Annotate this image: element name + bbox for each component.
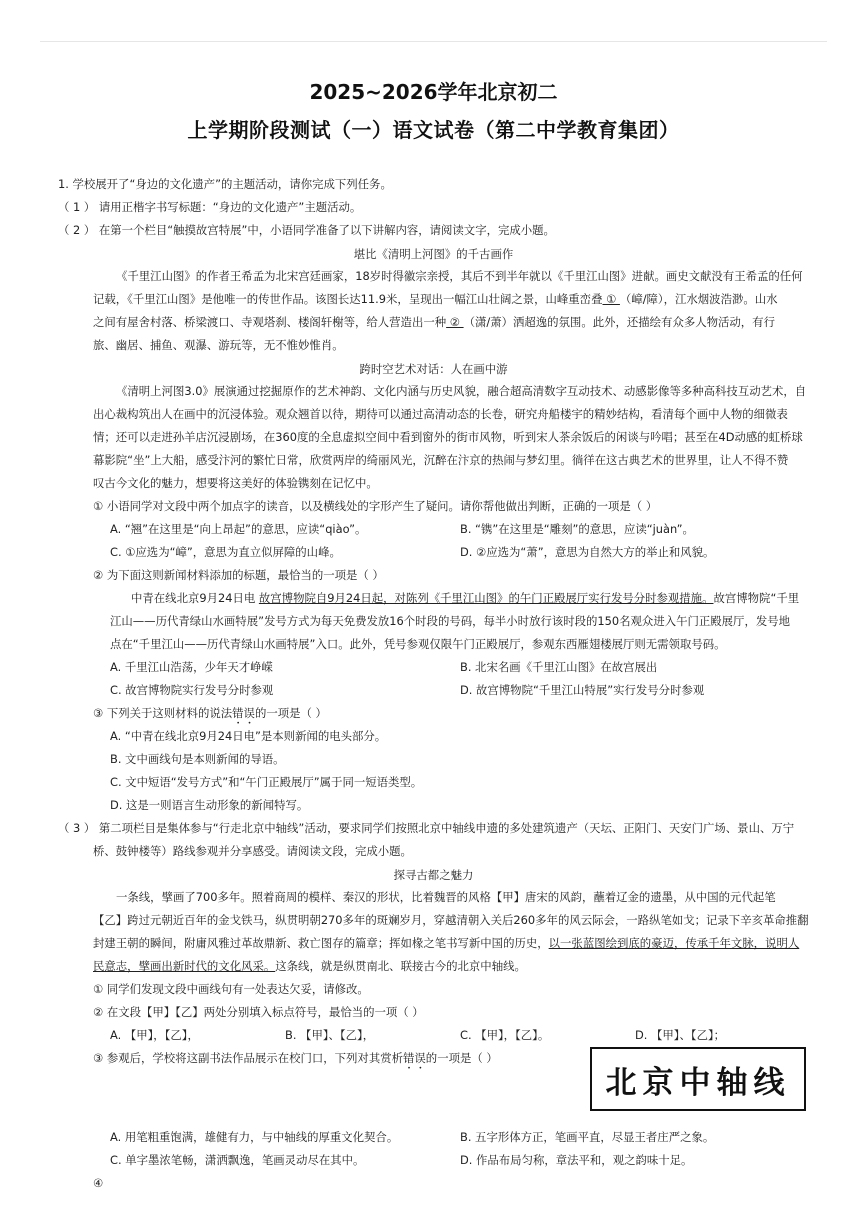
passage-heading-3: 探寻古都之魅力 xyxy=(393,868,474,882)
subquestion-3-stem: ③ 下列关于这则材料的说法错误的一项是（ ） xyxy=(93,706,327,720)
passage1-line: 之间有屋舍村落、桥梁渡口、寺观塔刹、楼阁轩榭等，给人营造出一种 ② （潇/萧）洒超逸的氛围。此外，还描绘有众多人物活动，有行 xyxy=(93,315,775,329)
calligraphy-artwork: 北京中轴线 xyxy=(590,1047,806,1111)
option-a: A. 千里江山浩荡，少年天才峥嵘 xyxy=(110,660,273,674)
option-b: B. “镌”在这里是“雕刻”的意思，应读“juàn”。 xyxy=(460,522,694,536)
exam-title-line2: 上学期阶段测试（一）语文试卷（第二中学教育集团） xyxy=(187,118,680,142)
passage3-line: 封建王朝的瞬间，附庸风雅过革故鼎新、救亡图存的篇章；挥如椽之笔书写新中国的历史，以一张蓝图绘到底的豪迈，传承千年文脉，说明人 xyxy=(93,936,800,950)
subquestion-6-stem: ③ 参观后，学校将这副书法作品展示在校门口，下列对其赏析错误的一项是（ ） xyxy=(93,1051,498,1065)
option-b: B. 【甲】、【乙】， xyxy=(285,1028,375,1042)
option-b: B. 文中画线句是本则新闻的导语。 xyxy=(110,752,285,766)
subquestion-5-stem: ② 在文段【甲】【乙】两处分别填入标点符号，最恰当的一项（ ） xyxy=(93,1005,424,1019)
option-d: D. 作品布局匀称，章法平和，观之韵味十足。 xyxy=(460,1153,693,1167)
passage3-line: 民意志，擘画出新时代的文化风采。这条线，就是纵贯南北、联接古今的北京中轴线。 xyxy=(93,959,526,973)
passage2-line: 情；还可以走进孙羊店沉浸剧场，在360度的全息虚拟空间中看到窗外的街市风物，听到宋人茶余饭后的闲谈与吟唱；甚至在4D动感的虹桥球 xyxy=(93,430,803,444)
passage-heading-1: 堪比《清明上河图》的千古画作 xyxy=(353,247,514,261)
option-c: C. 【甲】，【乙】。 xyxy=(460,1028,550,1042)
subquestion-1-stem: ① 小语同学对文段中两个加点字的读音，以及横线处的字形产生了疑问。请你帮他做出判断，正确的一项是（ ） xyxy=(93,499,658,513)
option-d: D. 这是一则语言生动形象的新闻特写。 xyxy=(110,798,309,812)
option-d: D. 【甲】、【乙】； xyxy=(635,1028,726,1042)
part-2: （ 2 ） 在第一个栏目“触摸故宫特展”中，小语同学准备了以下讲解内容，请阅读文字，完成小题。 xyxy=(58,223,555,237)
subquestion-2-stem: ② 为下面这则新闻材料添加的标题，最恰当的一项是（ ） xyxy=(93,568,384,582)
part-3: （ 3 ） 第二项栏目是集体参与“行走北京中轴线”活动，要求同学们按照北京中轴线申遗的多处建筑遗产（天坛、正阳门、天安门广场、景山、万宁 xyxy=(58,821,795,835)
passage3-line: 【乙】跨过元朝近百年的金戈铁马，纵贯明朝270多年的斑斓岁月，穿越清朝入关后260多年的风云际会，一路纵笔如戈；记录下辛亥革命推翻 xyxy=(93,913,809,927)
option-d: D. ②应选为“萧”，意思为自然大方的举止和风貌。 xyxy=(460,545,715,559)
passage1-line: 旅、幽居、捕鱼、观瀑、游玩等，无不惟妙惟肖。 xyxy=(93,338,344,352)
option-b: B. 北宋名画《千里江山图》在故宫展出 xyxy=(460,660,658,674)
passage2-line: 幕影院“坐”上大船，感受汴河的繁忙日常，欣赏两岸的绮丽风光，沉醉在汴京的热闹与梦幻里。徜徉在这古典艺术的世界里，让人不得不赞 xyxy=(93,453,789,467)
blank-1: ① xyxy=(602,292,620,306)
subquestion-7-marker: ④ xyxy=(93,1176,104,1190)
option-b: B. 五字形体方正，笔画平直，尽显王者庄严之象。 xyxy=(460,1130,715,1144)
top-divider xyxy=(40,41,827,42)
underlined-sentence: 以一张蓝图绘到底的豪迈，传承千年文脉，说明人 xyxy=(548,936,800,950)
option-a: A. “翘”在这里是“向上昂起”的意思，应读“qiào”。 xyxy=(110,522,367,536)
option-c: C. 文中短语“发号方式”和“午门正殿展厅”属于同一短语类型。 xyxy=(110,775,423,789)
passage2-line: 出心裁构筑出人在画中的沉浸体验。观众翘首以待，期待可以通过高清动态的长卷，研究舟船楼宇的精妙结构，看清每个画中人物的细微表 xyxy=(93,407,788,421)
exam-title-line1: 2025~2026学年北京初二 xyxy=(309,80,558,104)
passage3-line: 一条线，擘画了700多年。照着商周的模样、秦汉的形状，比着魏晋的风格【甲】唐宋的风韵，蘸着辽金的遗墨，从中国的元代起笔 xyxy=(116,890,776,904)
option-c: C. 单字墨浓笔畅，潇洒飘逸，笔画灵动尽在其中。 xyxy=(110,1153,365,1167)
part-1: （ 1 ） 请用正楷字书写标题：“身边的文化遗产”主题活动。 xyxy=(58,200,362,214)
option-a: A. 【甲】，【乙】， xyxy=(110,1028,199,1042)
option-a: A. “中青在线北京9月24日电”是本则新闻的电头部分。 xyxy=(110,729,387,743)
underlined-lead-sentence: 故宫博物院自9月24日起，对陈列《千里江山图》的午门正殿展厅实行发号分时参观措施。 xyxy=(258,591,714,605)
underlined-sentence: 民意志，擘画出新时代的文化风采。 xyxy=(93,959,276,973)
blank-2: ② xyxy=(446,315,464,329)
news-line: 点在“千里江山——历代青绿山水画特展”入口。此外，凭号参观仅限午门正殿展厅，参观东西雁翅楼展厅则无需领取号码。 xyxy=(110,637,726,651)
passage1-line: 记载，《千里江山图》是他唯一的传世作品。该图长达11.9米，呈现出一幅江山壮阔之景，山峰重峦叠 ① （嶂/障），江水烟波浩渺。山水 xyxy=(93,292,778,306)
option-a: A. 用笔粗重饱满，雄健有力，与中轴线的厚重文化契合。 xyxy=(110,1130,399,1144)
news-line: 江山——历代青绿山水画特展”发号方式为每天免费发放16个时段的号码，每半小时放行该时段的150名观众进入午门正殿展厅，发号地 xyxy=(110,614,791,628)
option-c: C. 故宫博物院实行发号分时参观 xyxy=(110,683,274,697)
subquestion-4-stem: ① 同学们发现文段中画线句有一处表达欠妥，请修改。 xyxy=(93,982,369,996)
option-d: D. 故宫博物院“千里江山特展”实行发号分时参观 xyxy=(460,683,705,697)
news-line: 中青在线北京9月24日电 故宫博物院自9月24日起，对陈列《千里江山图》的午门正殿展厅实行发号分时参观措施。故宫博物院“千里 xyxy=(131,591,800,605)
passage1-line: 《千里江山图》的作者王希孟为北宋宫廷画家，18岁时得徽宗亲授，其后不到半年就以《千里江山图》进献。画史文献没有王希孟的任何 xyxy=(116,269,803,283)
passage2-line: 叹古今文化的魅力，想要将这美好的体验镌刻在记忆中。 xyxy=(93,476,378,490)
passage-heading-2: 跨时空艺术对话：人在画中游 xyxy=(359,362,508,376)
question-1-intro: 1. 学校展开了“身边的文化遗产”的主题活动，请你完成下列任务。 xyxy=(58,177,392,191)
option-c: C. ①应选为“嶂”，意思为直立似屏障的山峰。 xyxy=(110,545,341,559)
part-3: 桥、鼓钟楼等）路线参观并分享感受。请阅读文段，完成小题。 xyxy=(93,844,412,858)
passage2-line: 《清明上河图3.0》展演通过挖掘原作的艺术神韵、文化内涵与历史风貌，融合超高清数字互动技术、动感影像等多种高科技互动艺术，自 xyxy=(116,384,807,398)
